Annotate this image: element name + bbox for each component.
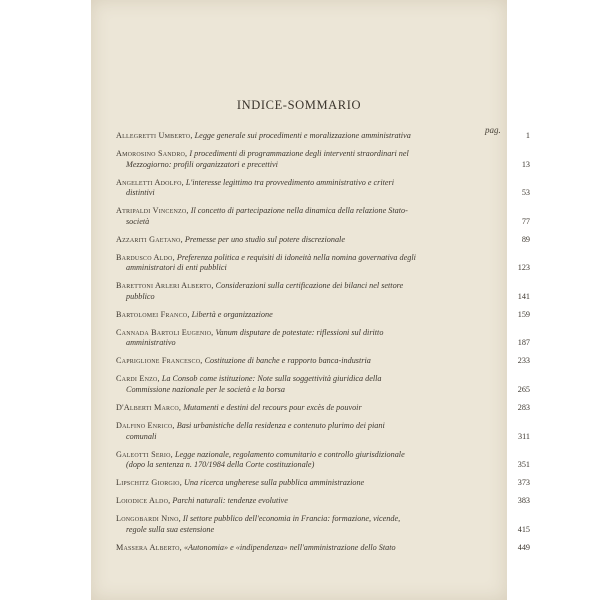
list-item <box>116 131 530 142</box>
entry-author: Cannada Bartoli Eugenio, <box>116 327 214 337</box>
entry-page-number: 265 <box>517 385 530 394</box>
entry-page-number: 53 <box>521 188 530 198</box>
entry-page-number: 373 <box>517 478 530 488</box>
entry-author: Galeotti Serio, <box>116 449 173 459</box>
pag-label: pag. <box>485 125 501 135</box>
entry-title: Mutamenti e destini del recours pour excès de pouvoir <box>183 402 362 412</box>
list-item <box>116 514 530 535</box>
list-item <box>116 449 530 471</box>
list-item <box>116 402 530 414</box>
entry-page-number: 141 <box>517 291 530 301</box>
entry-title: Legge generale sui procedimenti e moralizzazione amministrativa <box>194 131 411 140</box>
list-item <box>116 542 530 554</box>
list-item <box>116 309 530 321</box>
entry-title: Vanum disputare de potestate: riflessioni sul diritto amministrativo <box>126 327 384 348</box>
entry-author: Lipschitz Giorgio, <box>116 478 182 488</box>
entry-title: Costituzione di banche e rapporto banca-industria <box>204 356 371 366</box>
list-item <box>116 234 530 246</box>
entry-page-number: 159 <box>517 309 530 319</box>
list-item <box>116 252 530 274</box>
entry-page-number: 13 <box>521 159 530 169</box>
entry-page-number: 77 <box>521 216 530 226</box>
entry-title: «Autonomia» e «indipendenza» nell'amministrazione dello Stato <box>183 542 396 552</box>
entry-title: L'interesse legittimo tra provvedimento amministrativo e criteri distintivi <box>126 177 394 198</box>
page-title: INDICE-SOMMARIO <box>236 98 362 112</box>
entry-title: Parchi naturali: tendenze evolutive <box>172 496 288 506</box>
list-item <box>116 496 530 507</box>
entry-page-number: 123 <box>517 263 530 273</box>
list-item <box>116 356 530 367</box>
list-item <box>116 374 530 395</box>
entry-title: Una ricerca ungherese sulla pubblica amministrazione <box>184 478 365 488</box>
entry-author: Cardi Enzo, <box>116 374 160 384</box>
entry-author: D'Alberti Marco, <box>116 402 182 412</box>
entry-title: La Consob come istituzione: Note sulla soggettività giuridica della Commissione nazionale per le società e la borsa <box>126 374 382 394</box>
entry-page-number: 187 <box>517 338 530 348</box>
entry-author: Loiodice Aldo, <box>116 496 171 506</box>
entry-author: Dalfino Enrico, <box>116 420 175 430</box>
entry-page-number: 283 <box>517 402 530 412</box>
entry-page-number: 383 <box>517 496 530 506</box>
entry-author: Azzariti Gaetano, <box>116 234 183 244</box>
list-item <box>116 177 530 199</box>
entry-author: Bardusco Aldo, <box>116 252 175 262</box>
entry-title: Libertà e organizzazione <box>191 309 273 319</box>
entry-title: Considerazioni sulla certificazione dei bilanci nel settore pubblico <box>126 281 404 301</box>
entry-page-number: 233 <box>517 356 530 366</box>
entry-author: Angeletti Adolfo, <box>116 177 184 187</box>
entry-title: Il concetto di partecipazione nella dinamica della relazione Stato-società <box>126 206 408 226</box>
entry-author: Allegretti Umberto, <box>116 131 193 140</box>
list-item <box>116 281 530 302</box>
entry-page-number: 449 <box>517 542 530 552</box>
entry-page-number: 311 <box>518 431 530 441</box>
list-item <box>116 420 530 442</box>
list-item <box>116 206 530 227</box>
entry-title: Legge nazionale, regolamento comunitario e controllo giurisdizionale (dopo la sentenza n. 170/1984 della Corte costituzionale) <box>126 449 405 470</box>
entry-title: Basi urbanistiche della residenza e contenuto plurimo dei piani comunali <box>126 420 385 441</box>
entry-author: Capriglione Francesco, <box>116 356 203 366</box>
entry-page-number: 351 <box>517 460 530 470</box>
table-of-contents <box>116 131 530 561</box>
entry-author: Amorosino Sandro, <box>116 148 188 158</box>
entry-page-number: 89 <box>521 234 530 244</box>
entry-page-number: 415 <box>517 524 530 534</box>
entry-page-number: 1 <box>525 131 530 140</box>
entry-title: Il settore pubblico dell'economia in Francia: formazione, vicende, regole sulla sua estensione <box>126 514 401 534</box>
list-item <box>116 148 530 170</box>
entry-title: I procedimenti di programmazione degli interventi straordinari nel Mezzogiorno: profili organizzatori e precettivi <box>126 148 409 169</box>
entry-author: Barettoni Arleri Alberto, <box>116 281 214 291</box>
entry-author: Bartolomei Franco, <box>116 309 190 319</box>
entry-author: Atripaldi Vincenzo, <box>116 206 189 216</box>
entry-author: Longobardi Nino, <box>116 514 181 524</box>
entry-title: Premesse per uno studio sul potere discrezionale <box>184 234 345 244</box>
entry-author: Massera Alberto, <box>116 542 182 552</box>
entry-title: Preferenza politica e requisiti di idoneità nella nomina governativa degli amministratori di enti pubblici <box>126 252 416 273</box>
list-item <box>116 327 530 349</box>
list-item <box>116 478 530 489</box>
